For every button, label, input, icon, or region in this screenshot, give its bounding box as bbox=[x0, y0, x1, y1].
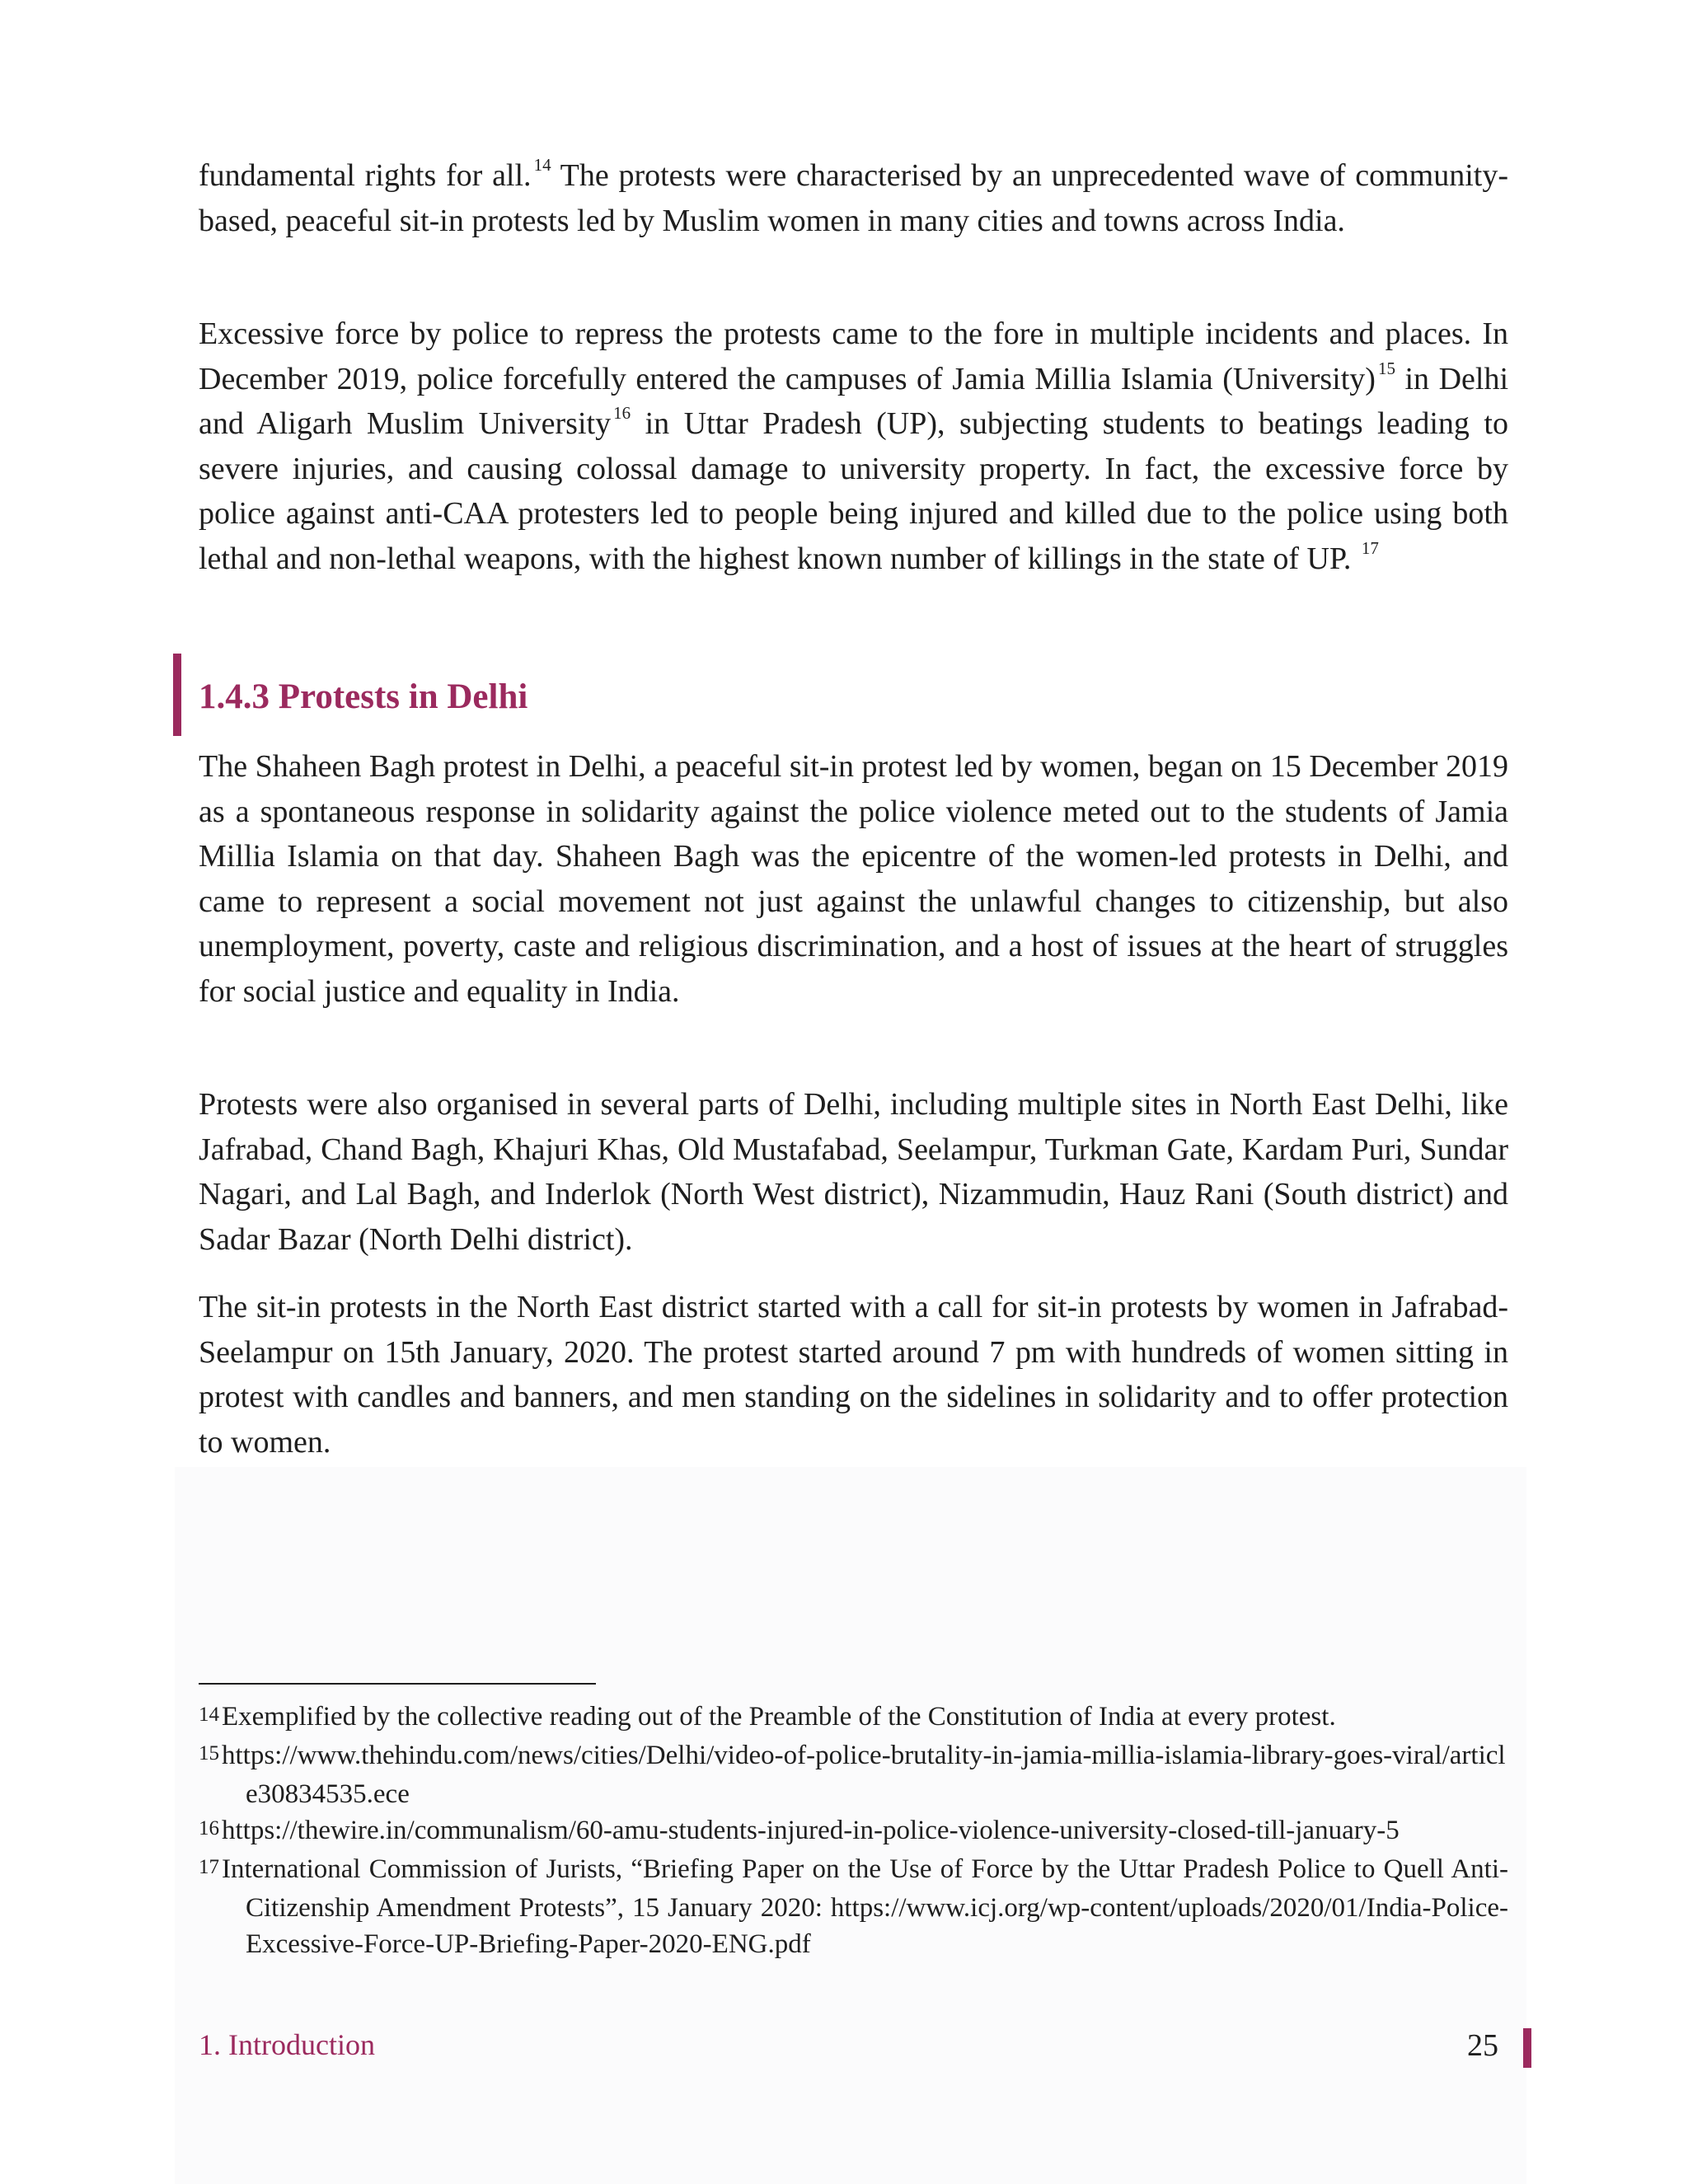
footnote-link[interactable]: https://www.thehindu.com/news/cities/Delhi/video-of-police-brutality-in-jamia-millia-islamia-library-goes-viral/article30834535.ece bbox=[222, 1741, 1506, 1809]
section-heading: 1.4.3 Protests in Delhi bbox=[199, 677, 528, 716]
p2-text-b: in Delhi and Aligarh Muslim University bbox=[199, 361, 1508, 441]
footnote-17 bbox=[199, 1851, 1508, 1962]
paragraph-protest-sites: Protests were also organised in several parts of Delhi, including multiple sites in North East Delhi, like Jafrabad, Chand Bagh, Khajuri Khas, Old Mustafabad, Seelampur, Turkman Gate, Kardam Puri, Sundar Nagari, and Lal Bagh, and Inderlok (North West district), Nizammudin, Hauz Rani (South district) and Sadar Bazar (North Delhi district). bbox=[199, 1087, 1508, 1257]
footnote-16 bbox=[199, 1812, 1508, 1851]
footer-section-title: 1. Introduction bbox=[199, 2028, 375, 2061]
paragraph-block-5 bbox=[199, 1285, 1508, 1465]
paragraph-block-2 bbox=[199, 312, 1508, 581]
footnote-15 bbox=[199, 1737, 1508, 1812]
paragraph-block-4 bbox=[199, 1082, 1508, 1262]
paragraph-shaheen-bagh: The Shaheen Bagh protest in Delhi, a peaceful sit-in protest led by women, began on 15 December 2019 as a spontaneous response in solidarity against the police violence meted out to the students of Jamia Millia Islamia on that day. Shaheen Bagh was the epicentre of the women-led protests in Delhi, and came to represent a social movement not just against the unlawful changes to citizenship, but also unemployment, poverty, caste and religious discrimination, and a host of issues at the heart of struggles for social justice and equality in India. bbox=[199, 749, 1508, 1009]
paragraph-block-1 bbox=[199, 153, 1508, 243]
paragraph-fundamental-rights bbox=[199, 153, 1508, 243]
p1-text-a: fundamental rights for all. bbox=[199, 158, 532, 193]
footnote-ref-17[interactable]: 17 bbox=[1361, 537, 1379, 558]
footnote-ref-16[interactable]: 16 bbox=[613, 403, 631, 423]
section-heading-bar bbox=[173, 654, 181, 736]
footnote-number: 17 bbox=[199, 1856, 219, 1878]
p2-text-a: Excessive force by police to repress the protests came to the fore in multiple incidents and places. In December 2019, police forcefully entered the campuses of Jamia Millia Islamia (University) bbox=[199, 316, 1508, 396]
footnote-divider bbox=[199, 1683, 596, 1685]
footnote-number: 14 bbox=[199, 1704, 219, 1726]
paragraph-block-3 bbox=[199, 744, 1508, 1014]
paragraph-excessive-force bbox=[199, 312, 1508, 581]
footnote-number: 15 bbox=[199, 1742, 219, 1765]
paragraph-north-east: The sit-in protests in the North East district started with a call for sit-in protests by women in Jafrabad-Seelampur on 15th January, 2020. The protest started around 7 pm with hundreds of women sitting in protest with candles and banners, and men standing on the sidelines in solidarity and to offer protection to women. bbox=[199, 1290, 1508, 1460]
page-number: 25 bbox=[1467, 2028, 1498, 2063]
p2-text-c: in Uttar Pradesh (UP), subjecting students to beatings leading to severe injuries, and causing colossal damage to university property. In fact, the excessive force by police against anti-CAA protesters led to people being injured and killed due to the police using both lethal and non-lethal weapons, with the highest known number of killings in the state of UP. bbox=[199, 406, 1508, 576]
footnote-link[interactable]: https://thewire.in/communalism/60-amu-students-injured-in-police-violence-university-closed-till-january-5 bbox=[222, 1816, 1400, 1845]
footnote-text: Exemplified by the collective reading out of the Preamble of the Constitution of India at every protest. bbox=[222, 1702, 1336, 1732]
p1-text-b: The protests were characterised by an unprecedented wave of community-based, peaceful sit-in protests led by Muslim women in many cities and towns across India. bbox=[199, 158, 1508, 238]
footnote-number: 16 bbox=[199, 1817, 219, 1840]
footnote-14 bbox=[199, 1699, 1508, 1737]
footnotes bbox=[199, 1699, 1508, 1962]
footnote-text: International Commission of Jurists, “Briefing Paper on the Use of Force by the Uttar Pradesh Police to Quell Anti-Citizenship Amendment Protests”, 15 January 2020: https://www.icj.org/wp-content/uploads/2020/01/India-Police-Excessive-Force-UP-Briefing-Paper-2020-ENG.pdf bbox=[222, 1854, 1508, 1959]
footnote-ref-14[interactable]: 14 bbox=[533, 155, 551, 175]
footer-accent-bar bbox=[1523, 2028, 1531, 2068]
footnote-ref-15[interactable]: 15 bbox=[1377, 358, 1395, 378]
